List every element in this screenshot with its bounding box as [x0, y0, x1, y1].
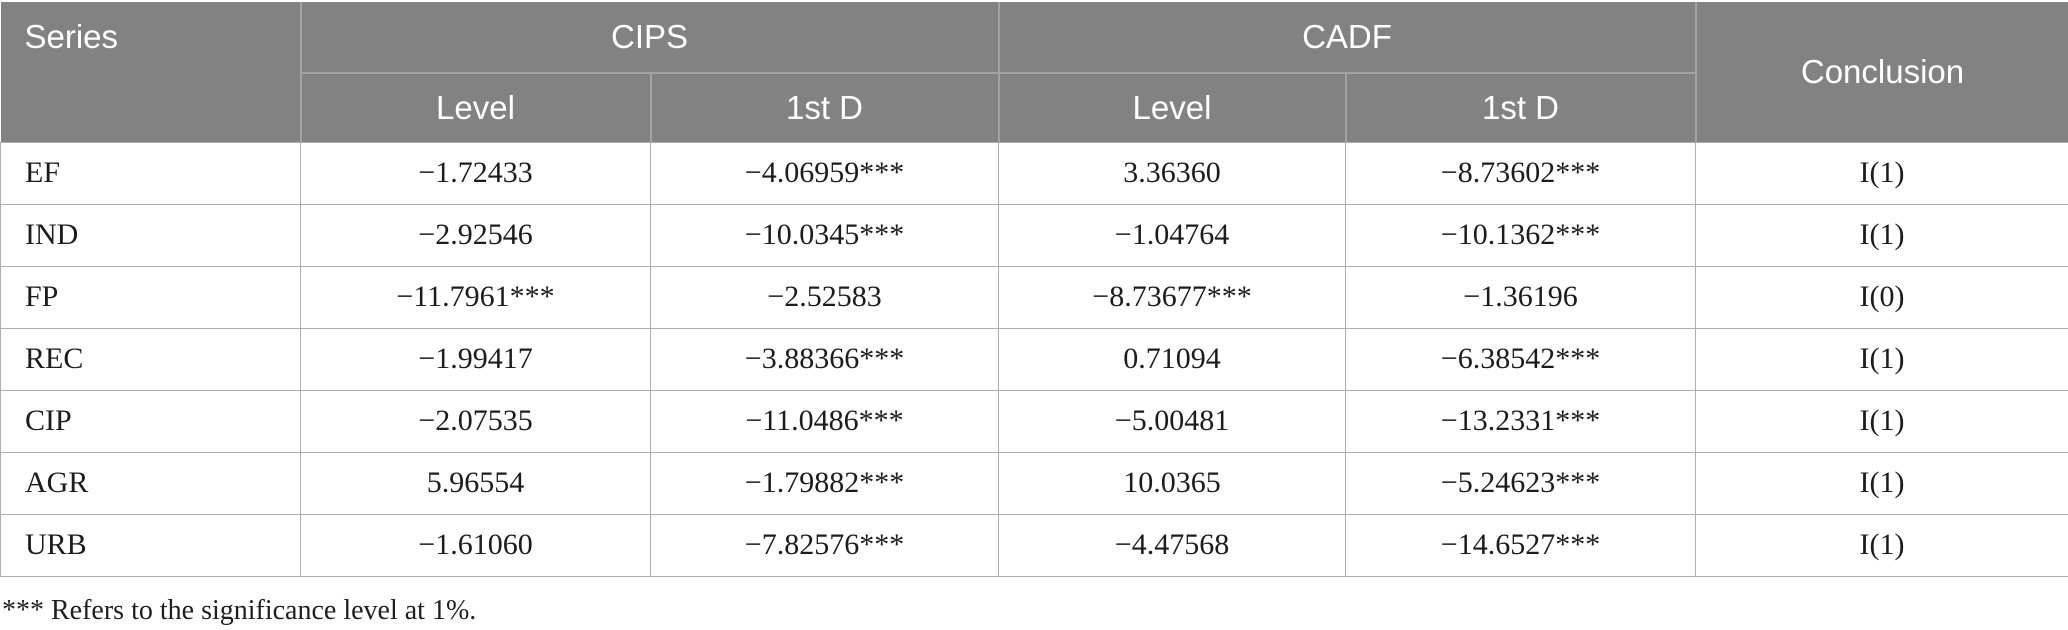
cell-cips-level: 5.96554: [301, 452, 651, 514]
cell-cips-level: −2.92546: [301, 204, 651, 266]
cell-cips-1std: −1.79882***: [651, 452, 999, 514]
cell-series: AGR: [1, 452, 301, 514]
cell-series: REC: [1, 328, 301, 390]
cell-series: CIP: [1, 390, 301, 452]
table-header: [1, 2, 2068, 142]
table-row: [1, 266, 2068, 328]
subheader-cadf-level: Level: [999, 73, 1346, 142]
cell-conclusion: I(1): [1696, 514, 2068, 576]
column-group-cadf: CADF: [999, 2, 1696, 73]
cell-cadf-1std: −13.2331***: [1346, 390, 1696, 452]
table-row: [1, 390, 2068, 452]
table-row: [1, 204, 2068, 266]
cell-cadf-1std: −5.24623***: [1346, 452, 1696, 514]
cell-cips-level: −1.72433: [301, 142, 651, 204]
cell-conclusion: I(1): [1696, 328, 2068, 390]
table-row: [1, 142, 2068, 204]
cell-conclusion: I(0): [1696, 266, 2068, 328]
table-row: [1, 452, 2068, 514]
cell-series: IND: [1, 204, 301, 266]
cell-cadf-1std: −6.38542***: [1346, 328, 1696, 390]
cell-series: FP: [1, 266, 301, 328]
cell-cips-level: −2.07535: [301, 390, 651, 452]
cell-cadf-level: 10.0365: [999, 452, 1346, 514]
cell-conclusion: I(1): [1696, 452, 2068, 514]
cell-cips-1std: −7.82576***: [651, 514, 999, 576]
cell-conclusion: I(1): [1696, 204, 2068, 266]
cell-cips-1std: −11.0486***: [651, 390, 999, 452]
significance-footnote: *** Refers to the significance level at 1%.: [2, 594, 477, 626]
unit-root-test-table: [0, 2, 2068, 577]
cell-cadf-level: −8.73677***: [999, 266, 1346, 328]
cell-conclusion: I(1): [1696, 390, 2068, 452]
cell-cips-level: −1.99417: [301, 328, 651, 390]
cell-cadf-1std: −10.1362***: [1346, 204, 1696, 266]
cell-cips-1std: −4.06959***: [651, 142, 999, 204]
cell-cadf-level: 3.36360: [999, 142, 1346, 204]
cell-cips-1std: −10.0345***: [651, 204, 999, 266]
cell-cadf-1std: −8.73602***: [1346, 142, 1696, 204]
table-body: [1, 142, 2068, 576]
subheader-cadf-1std: 1st D: [1346, 73, 1696, 142]
column-header-series: Series: [1, 2, 301, 142]
cell-series: URB: [1, 514, 301, 576]
cell-cips-1std: −3.88366***: [651, 328, 999, 390]
cell-cadf-1std: −1.36196: [1346, 266, 1696, 328]
cell-cadf-1std: −14.6527***: [1346, 514, 1696, 576]
column-group-cips: CIPS: [301, 2, 999, 73]
cell-cadf-level: −1.04764: [999, 204, 1346, 266]
cell-cadf-level: −4.47568: [999, 514, 1346, 576]
cell-series: EF: [1, 142, 301, 204]
cell-cips-1std: −2.52583: [651, 266, 999, 328]
cell-cadf-level: 0.71094: [999, 328, 1346, 390]
subheader-cips-level: Level: [301, 73, 651, 142]
cell-conclusion: I(1): [1696, 142, 2068, 204]
table-row: [1, 328, 2068, 390]
cell-cips-level: −11.7961***: [301, 266, 651, 328]
subheader-cips-1std: 1st D: [651, 73, 999, 142]
table-row: [1, 514, 2068, 576]
cell-cadf-level: −5.00481: [999, 390, 1346, 452]
cell-cips-level: −1.61060: [301, 514, 651, 576]
column-header-conclusion: Conclusion: [1696, 2, 2068, 142]
